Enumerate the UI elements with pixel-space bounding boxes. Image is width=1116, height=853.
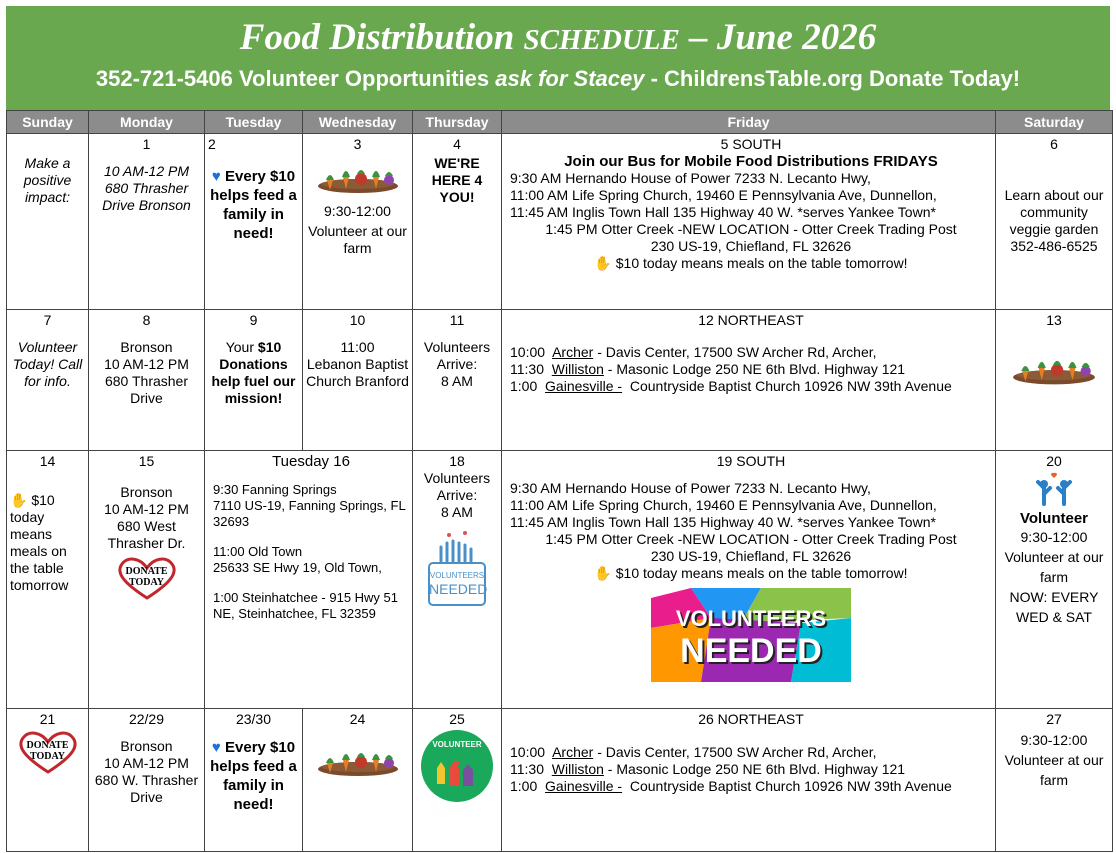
cell-tue-w2	[205, 310, 303, 451]
stop-line: 1:45 PM Otter Creek -NEW LOCATION - Otter Creek Trading Post	[545, 531, 957, 547]
bus-heading: Join our Bus for Mobile Food Distributions FRIDAYS	[564, 153, 938, 170]
cell-fri-w2	[502, 310, 996, 451]
veggie-garden-icon	[1008, 345, 1100, 387]
date-number: 23/30	[235, 711, 272, 727]
day-header-sunday: Sunday	[7, 111, 89, 134]
stop-line: 10:00 Archer - Davis Center, 17500 SW Archer Rd, Archer,	[510, 344, 877, 360]
date-number: 18	[449, 453, 465, 469]
day-header-tuesday: Tuesday	[205, 111, 303, 134]
cell-thu-w4	[413, 709, 502, 852]
veggie-garden-icon	[313, 155, 403, 195]
cell-wed-w2	[303, 310, 413, 451]
cell-sat-w1	[996, 134, 1113, 310]
cell-text: Every $10 helps feed a family in need!	[210, 168, 297, 242]
raised-hands-icon: ✋	[594, 565, 612, 581]
title-schedule: SCHEDULE	[523, 24, 680, 56]
date-number: 22/29	[128, 711, 165, 727]
stop-line: 11:45 AM Inglis Town Hall 135 Highway 40 W. *serves Yankee Town*	[510, 514, 936, 530]
stop-link-gainesville[interactable]: Gainesville -	[545, 778, 623, 794]
cell-fri-w3	[502, 451, 996, 709]
date-number: 10	[349, 312, 366, 328]
cell-tue-w4	[205, 709, 303, 852]
volunteers-needed-sign	[425, 527, 489, 609]
today-text: TODAY	[29, 751, 65, 762]
stop-title: 11:00 Old Town	[213, 544, 303, 559]
date-number: 6	[1050, 136, 1058, 152]
stop-link-archer[interactable]: Archer	[552, 744, 594, 760]
donate-today-logo	[112, 554, 182, 602]
stop-link-gainesville[interactable]: Gainesville -	[545, 378, 623, 394]
cell-text: Volunteer at our farm	[308, 223, 407, 256]
donate-text: DONATE	[125, 566, 168, 577]
cell-text: Volunteers Arrive:	[423, 470, 491, 503]
stop-address: 7110 US-19, Fanning Springs, FL 32693	[213, 498, 406, 529]
stop-line: 230 US-19, Chiefland, FL 32626	[650, 548, 852, 564]
cell-time: 10 AM-12 PM	[104, 356, 189, 372]
cell-time: 9:30-12:00	[1020, 732, 1088, 748]
cell-text: Bronson	[120, 339, 173, 355]
page-title	[6, 18, 1110, 60]
cell-text: Volunteer at our farm	[1004, 549, 1104, 585]
day-header-thursday: Thursday	[413, 111, 502, 134]
stop-line: 10:00 Archer - Davis Center, 17500 SW Archer Rd, Archer,	[510, 744, 877, 760]
cell-address: 680 W. Thrasher Drive	[94, 772, 199, 805]
cell-address: 680 West Thrasher Dr.	[107, 518, 186, 551]
cell-text: Lebanon Baptist Church Branford	[306, 356, 409, 389]
day-header-monday: Monday	[89, 111, 205, 134]
promo-text: $10 today means meals on the table tomorrow!	[615, 255, 908, 271]
cell-time: 11:00	[340, 339, 375, 355]
date-number: 19 SOUTH	[716, 453, 786, 469]
helping-hands-icon	[433, 754, 481, 790]
stop-line: 11:30 Williston - Masonic Lodge 250 NE 6th Blvd. Highway 121	[510, 361, 906, 377]
date-number: 4	[453, 136, 461, 152]
header-banner	[6, 6, 1110, 110]
stop-line: 1:00 Gainesville - Countryside Baptist Church 10926 NW 39th Avenue	[510, 778, 952, 794]
cell-mon-w4	[89, 709, 205, 852]
cell-address: 680 Thrasher Drive Bronson	[102, 180, 191, 213]
date-number: 20	[1046, 453, 1062, 469]
cell-note: NOW: EVERY WED & SAT	[1009, 589, 1099, 625]
cell-text: WE'RE HERE 4 YOU!	[431, 155, 483, 205]
day-header-wednesday: Wednesday	[303, 111, 413, 134]
cell-sun-w1	[7, 134, 89, 310]
date-number: 25	[449, 711, 465, 727]
raised-hands-icon: ✋	[10, 492, 28, 508]
stop-line: 11:00 AM Life Spring Church, 19460 E Pennsylvania Ave, Dunnellon,	[510, 497, 937, 513]
cell-sun-w4	[7, 709, 89, 852]
cell-tue-w1	[205, 134, 303, 310]
donate-today-logo	[13, 728, 83, 776]
donate-text: DONATE	[26, 740, 69, 751]
date-number: 9	[249, 312, 258, 328]
calendar-table	[6, 110, 1113, 852]
cell-tue-w3	[205, 451, 413, 709]
date-number: 8	[142, 312, 151, 328]
blue-heart-icon: ♥	[211, 739, 221, 756]
date-number: 11	[449, 312, 465, 328]
date-number: 24	[349, 711, 366, 727]
date-number: 27	[1046, 711, 1062, 727]
volunteer-badge	[421, 730, 493, 802]
date-number: 5 SOUTH	[720, 136, 782, 152]
week-row-2	[7, 310, 1113, 451]
cell-thu-w3	[413, 451, 502, 709]
week-row-3	[7, 451, 1113, 709]
day-header-saturday: Saturday	[996, 111, 1113, 134]
date-number: 3	[353, 136, 362, 152]
subtitle-donate: - ChildrensTable.org Donate Today!	[650, 66, 1021, 91]
cell-thu-w1	[413, 134, 502, 310]
date-number: 1	[142, 136, 151, 152]
day-header-row	[7, 111, 1113, 134]
promo-text: $10 today means meals on the table tomorrow!	[615, 565, 908, 581]
cell-text-a: Your	[225, 339, 255, 355]
cell-text: $10 today means meals on the table tomorrow	[10, 492, 69, 593]
cell-mon-w1	[89, 134, 205, 310]
day-header-friday: Friday	[502, 111, 996, 134]
sign-text-a: VOLUNTEERS	[429, 571, 485, 580]
date-number: 12 NORTHEAST	[698, 312, 804, 328]
cell-thu-w2	[413, 310, 502, 451]
cell-time: 10 AM-12 PM	[104, 501, 189, 517]
stop-link-archer[interactable]: Archer	[552, 344, 594, 360]
cell-sun-w3	[7, 451, 89, 709]
stop-line: 1:45 PM Otter Creek -NEW LOCATION - Otter Creek Trading Post	[545, 221, 957, 237]
cell-sat-w3	[996, 451, 1113, 709]
cell-sun-w2	[7, 310, 89, 451]
cell-mon-w3	[89, 451, 205, 709]
cell-text-b: $10	[257, 339, 282, 355]
badge-text: VOLUNTEER	[432, 740, 482, 749]
week-row-1	[7, 134, 1113, 310]
subtitle-ask: ask for Stacey	[495, 66, 645, 91]
stop-link-williston[interactable]: Williston	[551, 761, 604, 777]
cell-wed-w4	[303, 709, 413, 852]
banner-text-a: VOLUNTEERS	[675, 606, 827, 631]
cell-text: Volunteer Today! Call for info.	[12, 339, 83, 389]
date-number: Tuesday 16	[272, 453, 350, 470]
date-number: 14	[39, 453, 56, 469]
stop-line: 230 US-19, Chiefland, FL 32626	[650, 238, 852, 254]
date-number: 7	[43, 312, 52, 328]
stop-line: 11:30 Williston - Masonic Lodge 250 NE 6th Blvd. Highway 121	[510, 761, 906, 777]
cell-fri-w1	[502, 134, 996, 310]
volunteers-needed-banner	[651, 588, 851, 682]
date-number: 21	[39, 711, 56, 727]
stop-title: 9:30 Fanning Springs	[213, 482, 337, 497]
cell-text: Learn about our community veggie garden 352-486-6525	[1004, 187, 1104, 254]
cell-sat-w4	[996, 709, 1113, 852]
subtitle-phone: 352-721-5406 Volunteer Opportunities	[95, 66, 490, 91]
veggie-garden-icon	[313, 738, 403, 778]
raised-hands-icon: ✋	[594, 255, 612, 271]
banner-text-b: NEEDED	[680, 632, 822, 670]
cell-time: 8 AM	[441, 504, 473, 520]
sign-text-b: NEEDED	[429, 581, 488, 597]
cell-text: Make a positive impact:	[23, 155, 72, 205]
cell-time: 10 AM-12 PM	[104, 755, 189, 771]
blue-heart-icon: ♥	[211, 168, 221, 185]
cell-time: 9:30-12:00	[1020, 529, 1088, 545]
cell-fri-w4	[502, 709, 996, 852]
stop-line: 9:30 AM Hernando House of Power 7233 N. Lecanto Hwy,	[510, 480, 871, 496]
cell-time: 10 AM-12 PM	[103, 163, 190, 179]
cell-text: Bronson	[120, 738, 173, 754]
volunteer-logo-text: Volunteer	[1019, 510, 1089, 527]
title-main: Food Distribution	[239, 17, 515, 58]
cell-address: 680 Thrasher Drive	[104, 373, 188, 406]
stop-title: 1:00 Steinhatchee - 915 Hwy 51 NE, Steinhatchee, FL 32359	[213, 590, 399, 621]
stop-line: 1:00 Gainesville - Countryside Baptist Church 10926 NW 39th Avenue	[510, 378, 952, 394]
date-number: 13	[1046, 312, 1062, 328]
page-subtitle	[6, 66, 1110, 92]
week-row-4	[7, 709, 1113, 852]
stop-line: 11:45 AM Inglis Town Hall 135 Highway 40 W. *serves Yankee Town*	[510, 204, 936, 220]
date-number: 2	[208, 136, 216, 152]
cell-text: Volunteers Arrive:	[423, 339, 491, 372]
cell-mon-w2	[89, 310, 205, 451]
stop-link-williston[interactable]: Williston	[551, 361, 604, 377]
cell-text: Volunteer at our farm	[1004, 752, 1104, 788]
title-month: – June 2026	[689, 17, 877, 58]
stop-line: 9:30 AM Hernando House of Power 7233 N. Lecanto Hwy,	[510, 170, 871, 186]
date-number: 26 NORTHEAST	[698, 711, 804, 727]
cell-time: 9:30-12:00	[324, 203, 391, 219]
cell-time: 8 AM	[441, 373, 473, 389]
stop-address: 25633 SE Hwy 19, Old Town,	[213, 560, 382, 575]
today-text: TODAY	[128, 577, 164, 588]
stop-line: 11:00 AM Life Spring Church, 19460 E Pennsylvania Ave, Dunnellon,	[510, 187, 937, 203]
cell-wed-w1	[303, 134, 413, 310]
volunteer-people-icon	[1029, 470, 1079, 510]
cell-text-c: Donations help fuel our mission!	[211, 356, 296, 406]
cell-text: Every $10 helps feed a family in need!	[210, 739, 297, 813]
date-number: 15	[138, 453, 155, 469]
cell-text: Bronson	[120, 484, 173, 500]
cell-sat-w2	[996, 310, 1113, 451]
